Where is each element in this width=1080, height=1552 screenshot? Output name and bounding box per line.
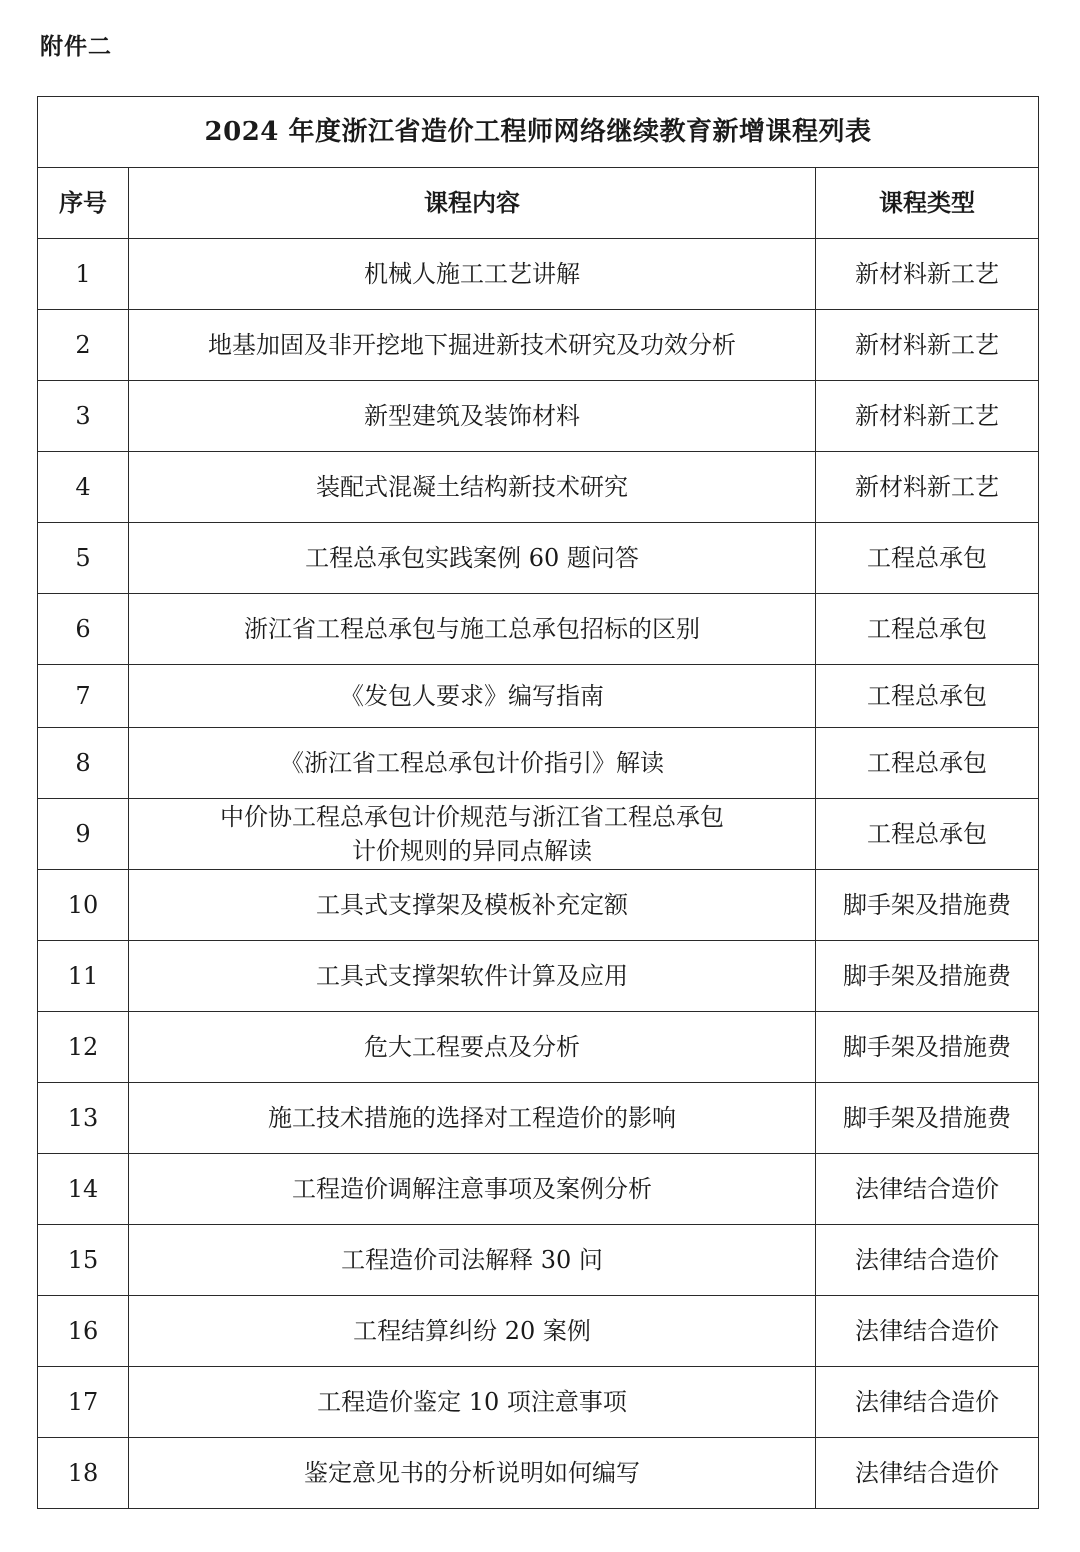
table-title: 2024 年度浙江省造价工程师网络继续教育新增课程列表 [38,97,1039,168]
row-type: 法律结合造价 [816,1367,1039,1438]
row-content-line: 中价协工程总承包计价规范与浙江省工程总承包 [220,803,724,831]
row-no: 12 [38,1012,129,1083]
row-content: 工程造价司法解释 30 问 [129,1225,816,1296]
row-content: 《发包人要求》编写指南 [129,665,816,728]
row-content: 工程结算纠纷 20 案例 [129,1296,816,1367]
row-content: 机械人施工工艺讲解 [129,239,816,310]
row-content: 装配式混凝土结构新技术研究 [129,452,816,523]
row-no: 11 [38,941,129,1012]
row-no: 2 [38,310,129,381]
table-row [38,728,1039,799]
header-no: 序号 [38,168,129,239]
table-row [38,665,1039,728]
row-no: 3 [38,381,129,452]
table-row [38,1012,1039,1083]
table-row [38,941,1039,1012]
row-type: 新材料新工艺 [816,381,1039,452]
row-type: 工程总承包 [816,665,1039,728]
row-content: 危大工程要点及分析 [129,1012,816,1083]
table-row [38,870,1039,941]
table-row [38,799,1039,870]
table-row [38,381,1039,452]
row-type: 脚手架及措施费 [816,941,1039,1012]
table-row [38,310,1039,381]
row-no: 18 [38,1438,129,1509]
row-type: 法律结合造价 [816,1438,1039,1509]
row-no: 7 [38,665,129,728]
course-table [37,96,1039,1509]
row-type: 工程总承包 [816,523,1039,594]
attachment-label: 附件二 [40,34,112,60]
table-row [38,1367,1039,1438]
header-content: 课程内容 [129,168,816,239]
row-content: 地基加固及非开挖地下掘进新技术研究及功效分析 [129,310,816,381]
table-row [38,594,1039,665]
row-content: 工程造价调解注意事项及案例分析 [129,1154,816,1225]
row-type: 脚手架及措施费 [816,1012,1039,1083]
row-content-line: 计价规则的异同点解读 [352,837,592,865]
row-no: 10 [38,870,129,941]
row-no: 13 [38,1083,129,1154]
table-header-row [38,168,1039,239]
row-type: 脚手架及措施费 [816,870,1039,941]
row-no: 17 [38,1367,129,1438]
table-row [38,1083,1039,1154]
row-no: 8 [38,728,129,799]
row-content: 施工技术措施的选择对工程造价的影响 [129,1083,816,1154]
row-no: 16 [38,1296,129,1367]
header-type: 课程类型 [816,168,1039,239]
row-content: 工程造价鉴定 10 项注意事项 [129,1367,816,1438]
table-row [38,1438,1039,1509]
row-no: 1 [38,239,129,310]
row-content: 《浙江省工程总承包计价指引》解读 [129,728,816,799]
row-no: 4 [38,452,129,523]
row-type: 工程总承包 [816,728,1039,799]
row-no: 5 [38,523,129,594]
table-row [38,1154,1039,1225]
row-type: 法律结合造价 [816,1296,1039,1367]
table-row [38,239,1039,310]
row-type: 法律结合造价 [816,1225,1039,1296]
row-content-multiline [129,799,816,870]
table-row [38,452,1039,523]
row-type: 工程总承包 [816,594,1039,665]
row-no: 9 [38,799,129,870]
table-title-row [38,97,1039,168]
row-content: 浙江省工程总承包与施工总承包招标的区别 [129,594,816,665]
row-type: 新材料新工艺 [816,310,1039,381]
row-no: 15 [38,1225,129,1296]
table-row [38,1225,1039,1296]
row-content: 工具式支撑架及模板补充定额 [129,870,816,941]
row-type: 法律结合造价 [816,1154,1039,1225]
table-row [38,523,1039,594]
row-type: 新材料新工艺 [816,239,1039,310]
row-no: 6 [38,594,129,665]
row-content: 工程总承包实践案例 60 题问答 [129,523,816,594]
row-type: 工程总承包 [816,799,1039,870]
row-type: 脚手架及措施费 [816,1083,1039,1154]
table-row [38,1296,1039,1367]
row-content: 鉴定意见书的分析说明如何编写 [129,1438,816,1509]
row-content: 工具式支撑架软件计算及应用 [129,941,816,1012]
row-no: 14 [38,1154,129,1225]
row-type: 新材料新工艺 [816,452,1039,523]
row-content: 新型建筑及装饰材料 [129,381,816,452]
